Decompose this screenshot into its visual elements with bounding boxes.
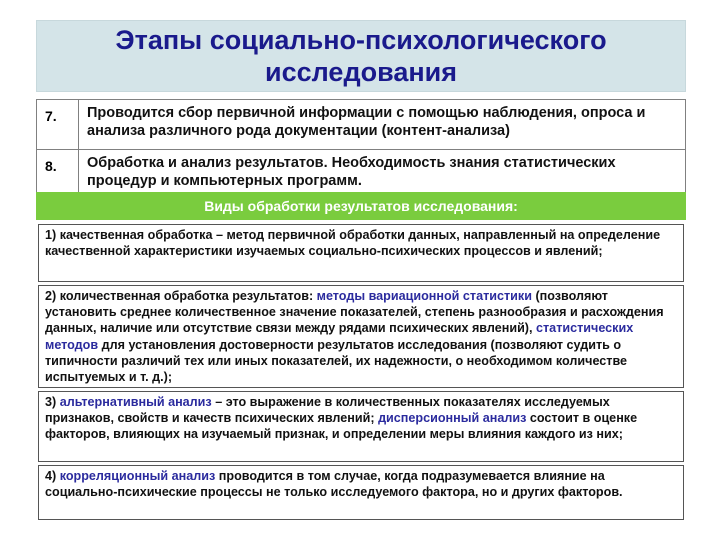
- qualitative-processing-box: [38, 224, 684, 282]
- step-row-8: [37, 150, 686, 195]
- box-text: 4): [45, 469, 60, 483]
- title-line-1: Этапы социально-психологического: [115, 25, 607, 55]
- box-text: 2) количественная обработка результатов:: [45, 289, 317, 303]
- box-text: – это выражение в количественных показателях исследуемых признаков, свойств и качеств психических явлений;: [45, 395, 610, 426]
- alternative-analysis-box: [38, 391, 684, 462]
- step-description: Проводится сбор первичной информации с помощью наблюдения, опроса и анализа различного рода документации (контент-анализа): [79, 100, 686, 150]
- step-number: 8.: [37, 150, 79, 195]
- highlight-term: методы вариационной статистики: [316, 289, 532, 303]
- box-text: проводится в том случае, когда подразумевается влияние на социально-психические процессы не только исследуемого фактора, но и других факторов.: [45, 469, 623, 500]
- title-line-2: исследования: [265, 57, 457, 87]
- highlight-term: альтернативный анализ: [59, 395, 212, 409]
- box-text: состоит в оценке факторов, влияющих на изучаемый признак, и определении меры влияния каждого из них;: [45, 411, 638, 442]
- correlation-analysis-box: [38, 465, 684, 520]
- title-banner: [36, 20, 686, 92]
- processing-types-header: Виды обработки результатов исследования:: [36, 192, 686, 220]
- box-text: 1) качественная обработка – метод первичной обработки данных, направленный на определение качественной характеристики изучаемых социально-психических процессов и явлений;: [45, 228, 661, 259]
- steps-table: [36, 99, 686, 195]
- quantitative-processing-box: [38, 285, 684, 388]
- box-text: 3): [45, 395, 60, 409]
- step-description: Обработка и анализ результатов. Необходимость знания статистических процедур и компьютерных программ.: [79, 150, 686, 195]
- highlight-term: статистических методов: [45, 321, 634, 352]
- step-number: 7.: [37, 100, 79, 150]
- highlight-term: корреляционный анализ: [59, 469, 216, 483]
- highlight-term: дисперсионный анализ: [378, 411, 527, 426]
- step-row-7: [37, 100, 686, 150]
- box-text: (позволяют установить среднее количественное значение показателей, степень разнообразия и расхождения данных, наличие или отсутствие связи между рядами психических явлений),: [45, 289, 664, 336]
- box-text: для установления достоверности результатов исследования (позволяют судить о типичности различий тех или иных показателей, их надежности, о необходимом количестве испытуемых и т. д.);: [45, 337, 628, 385]
